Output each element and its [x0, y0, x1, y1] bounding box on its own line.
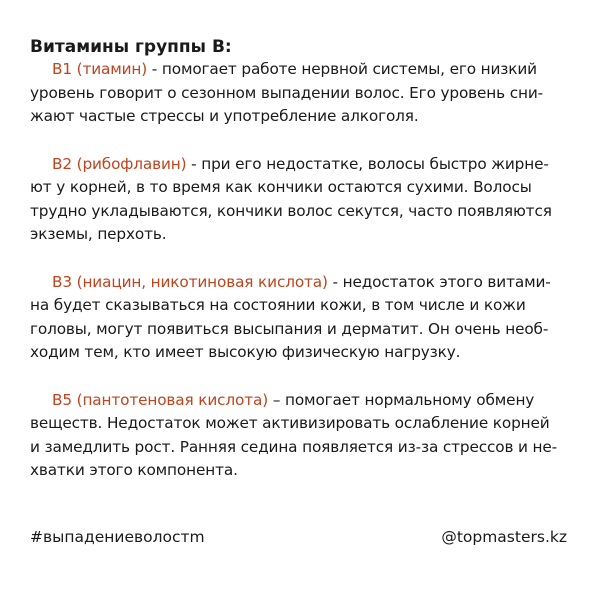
paragraph-first-line	[30, 153, 575, 177]
vitamin-term: В2 (рибофлавин)	[52, 154, 187, 173]
paragraph-line: трудно укладываются, кончики волос секутся, часто появляются	[30, 201, 552, 220]
paragraph-line: жают частые стрессы и употребление алкоголя.	[30, 107, 419, 125]
paragraph-line: экземы, перхоть.	[30, 225, 167, 243]
paragraph-text: - помогает работе нервной системы, его низкий	[147, 60, 537, 78]
paragraph-text: – помогает нормальному обмену	[268, 390, 535, 409]
paragraph	[30, 58, 575, 129]
footer	[30, 528, 567, 546]
paragraph-first-line	[30, 58, 575, 82]
paragraph	[30, 271, 575, 365]
paragraph-line: уровень говорит о сезонном выпадении волос. Его уровень сни-	[30, 83, 543, 102]
paragraph-text: - при его недостатке, волосы быстро жирне-	[186, 154, 549, 173]
paragraph-line: хватки этого компонента.	[30, 461, 238, 479]
section-b5	[30, 389, 575, 483]
page-title: Витамины группы В:	[30, 37, 232, 57]
paragraph-first-line	[30, 389, 575, 413]
vitamin-term: В5 (пантотеновая кислота)	[52, 390, 269, 409]
paragraph-line: ют у корней, в то время как кончики остаются сухими. Волосы	[30, 178, 532, 196]
account-handle: @topmasters.kz	[441, 528, 567, 546]
paragraph-text: - недостаток этого витами-	[327, 272, 551, 291]
vitamin-term: В1 (тиамин)	[52, 60, 148, 78]
paragraph-line: и замедлить рост. Ранняя седина появляется из-за стрессов и не-	[30, 437, 558, 456]
paragraph	[30, 389, 575, 483]
paragraph-line: на будет сказываться на состоянии кожи, в том числе и кожи	[30, 296, 526, 314]
paragraph-first-line	[30, 271, 575, 295]
section-b1	[30, 58, 575, 129]
section-b2	[30, 153, 575, 247]
paragraph	[30, 153, 575, 247]
content	[30, 36, 575, 507]
vitamin-term: В3 (ниацин, никотиновая кислота)	[52, 272, 328, 291]
paragraph-line: веществ. Недостаток может активизировать ослабление корней	[30, 414, 550, 432]
hashtag: #выпадениеволостm	[30, 528, 205, 546]
section-b3	[30, 271, 575, 365]
paragraph-line: ходим тем, кто имеет высокую физическую нагрузку.	[30, 343, 461, 361]
paragraph-line: головы, могут появиться высыпания и дерматит. Он очень необ-	[30, 319, 549, 338]
